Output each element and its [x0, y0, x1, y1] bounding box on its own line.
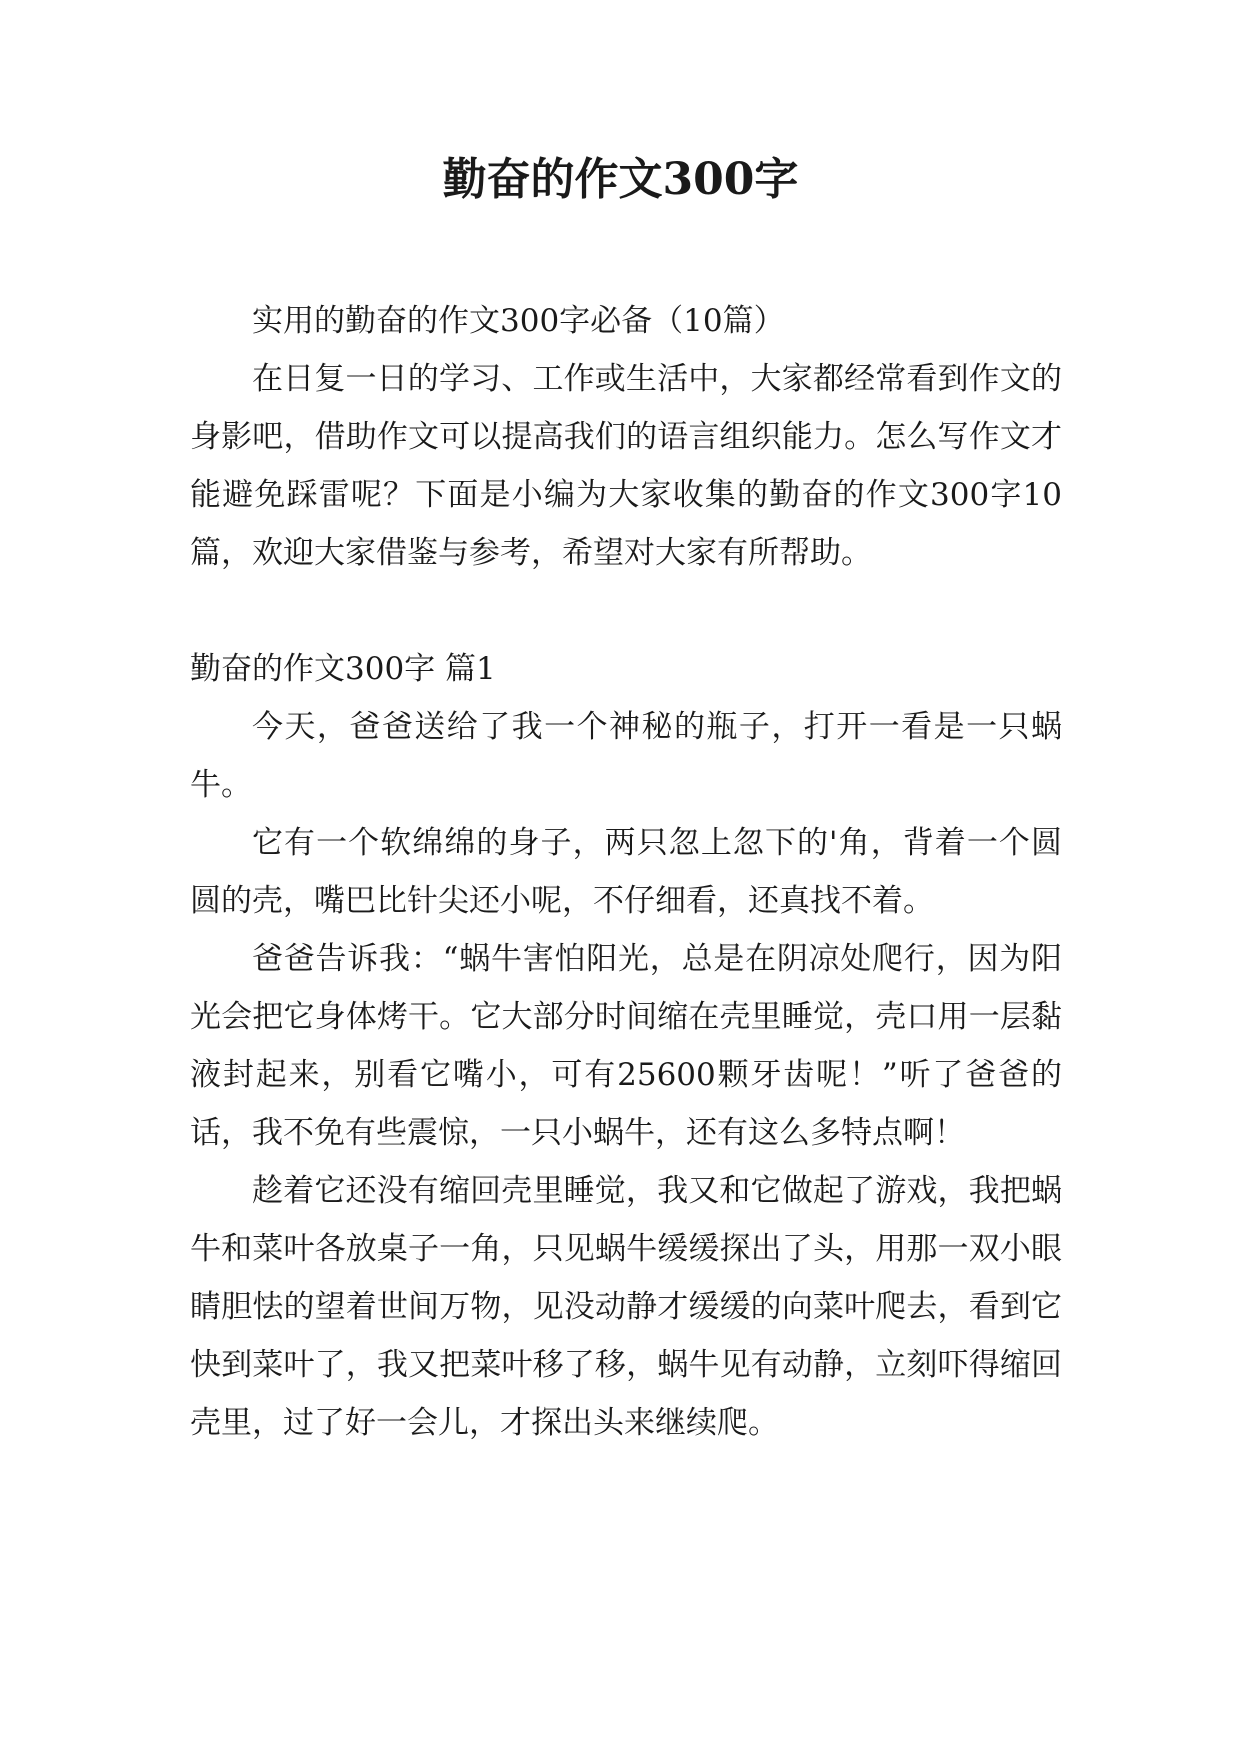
document-body [190, 292, 1062, 1452]
body-paragraph: 爸爸告诉我：“蜗牛害怕阳光，总是在阴凉处爬行，因为阳光会把它身体烤干。它大部分时间缩在壳里睡觉，壳口用一层黏液封起来，别看它嘴小，可有25600颗牙齿呢！”听了爸爸的话，我不免有些震惊，一只小蜗牛，还有这么多特点啊！ [190, 941, 1062, 1151]
body-paragraph: 今天，爸爸送给了我一个神秘的瓶子，打开一看是一只蜗牛。 [190, 709, 1062, 803]
document-title: 勤奋的作文300字 [442, 154, 799, 205]
document-subtitle: 实用的勤奋的作文300字必备（10篇） [252, 303, 785, 339]
body-paragraph: 趁着它还没有缩回壳里睡觉，我又和它做起了游戏，我把蜗牛和菜叶各放桌子一角，只见蜗牛缓缓探出了头，用那一双小眼睛胆怯的望着世间万物，见没动静才缓缓的向菜叶爬去，看到它快到菜叶了，我又把菜叶移了移，蜗牛见有动静，立刻吓得缩回壳里，过了好一会儿，才探出头来继续爬。 [190, 1173, 1062, 1441]
section-heading: 勤奋的作文300字 篇1 [190, 651, 496, 687]
body-paragraph: 它有一个软绵绵的身子，两只忽上忽下的'角，背着一个圆圆的壳，嘴巴比针尖还小呢，不仔细看，还真找不着。 [190, 825, 1062, 919]
intro-paragraph: 在日复一日的学习、工作或生活中，大家都经常看到作文的身影吧，借助作文可以提高我们的语言组织能力。怎么写作文才能避免踩雷呢？下面是小编为大家收集的勤奋的作文300字10篇，欢迎大家借鉴与参考，希望对大家有所帮助。 [190, 361, 1062, 571]
